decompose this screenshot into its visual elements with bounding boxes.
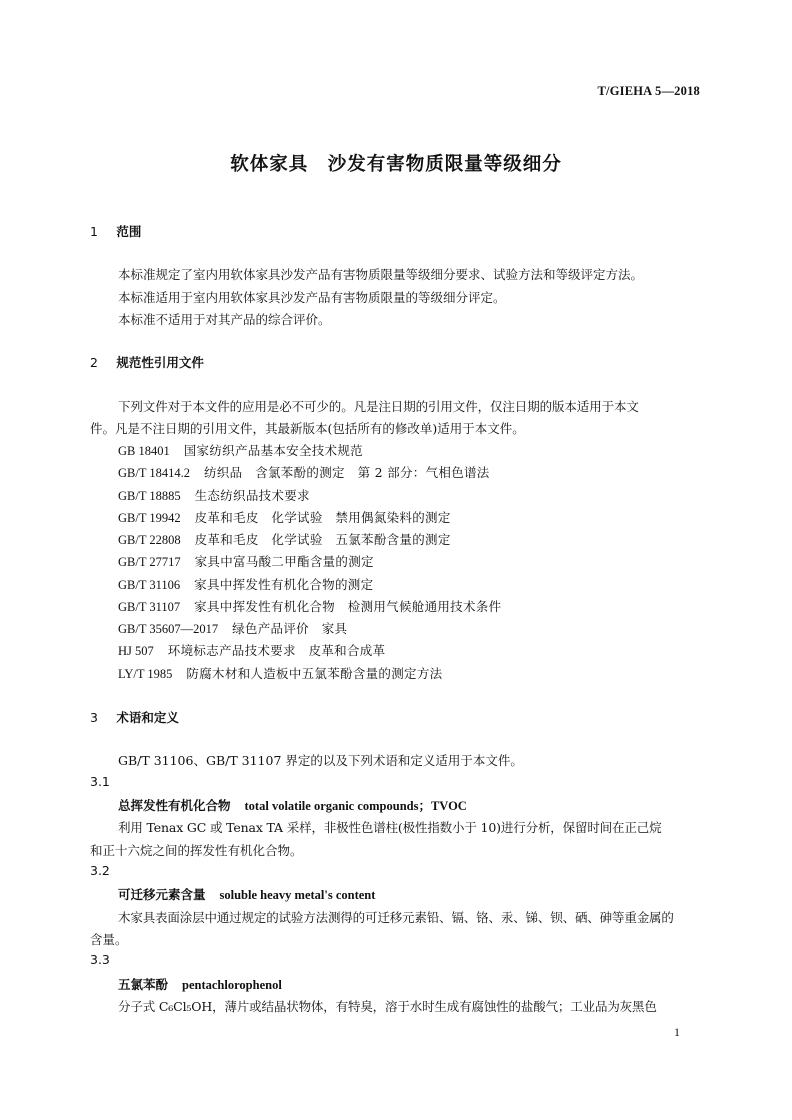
term-definition-line-2: 和正十六烷之间的挥发性有机化合物。: [90, 843, 303, 858]
term-en: pentachlorophenol: [182, 978, 282, 992]
s1-para-3: 本标准不适用于对其产品的综合评价。: [118, 312, 331, 327]
reference-title: 国家纺织产品基本安全技术规范: [183, 443, 363, 458]
s1-para-1: 本标准规定了室内用软体家具沙发产品有害物质限量等级细分要求、试验方法和等级评定方法。: [118, 267, 644, 282]
term-zh: 五氯苯酚: [118, 977, 169, 992]
reference-title: 环境标志产品技术要求 皮革和合成革: [167, 643, 386, 658]
reference-code: GB/T 31107: [118, 600, 181, 614]
page-number: 1: [674, 1025, 680, 1039]
term-number: 3.3: [90, 952, 110, 967]
reference-title: 家具中富马酸二甲酯含量的测定: [194, 554, 374, 569]
section-number: 3: [90, 710, 98, 725]
reference-item: [118, 463, 490, 481]
reference-title: 家具中挥发性有机化合物 检测用气候舱通用技术条件: [194, 599, 502, 614]
reference-title: 绿色产品评价 家具: [232, 621, 348, 636]
reference-title: 防腐木材和人造板中五氯苯酚含量的测定方法: [186, 666, 443, 681]
term-definition-line-2: 含量。: [90, 932, 128, 947]
reference-title: 纺织品 含氯苯酚的测定 第 2 部分：气相色谱法: [204, 465, 490, 480]
term-en: total volatile organic compounds；TVOC: [244, 799, 467, 813]
reference-code: GB/T 31106: [118, 578, 181, 592]
reference-title: 生态纺织品技术要求: [194, 488, 310, 503]
reference-item: [118, 575, 373, 593]
reference-title: 皮革和毛皮 化学试验 禁用偶氮染料的测定: [194, 510, 451, 525]
reference-title: 家具中挥发性有机化合物的测定: [194, 577, 374, 592]
reference-code: GB/T 27717: [118, 555, 181, 569]
reference-item: [118, 552, 374, 570]
term-heading: [118, 975, 282, 993]
reference-item: [118, 664, 442, 682]
term-number: 3.1: [90, 774, 110, 789]
reference-item: [118, 530, 451, 548]
term-heading: [118, 885, 375, 903]
term-heading: [118, 796, 467, 814]
reference-item: [118, 486, 310, 504]
reference-code: GB/T 18414.2: [118, 466, 190, 480]
section-3-heading: [90, 708, 179, 726]
page-title: 软体家具 沙发有害物质限量等级细分: [230, 154, 562, 175]
s1-para-2: 本标准适用于室内用软体家具沙发产品有害物质限量的等级细分评定。: [118, 290, 506, 305]
section-number: 1: [90, 224, 98, 239]
reference-code: LY/T 1985: [118, 667, 173, 681]
term-definition-line-1: 分子式 C₆Cl₅OH，薄片或结晶状物体，有特臭，溶于水时生成有腐蚀性的盐酸气；工业品为灰黑色: [118, 999, 657, 1014]
term-number: 3.2: [90, 863, 110, 878]
term-zh: 总挥发性有机化合物: [118, 798, 231, 813]
reference-code: HJ 507: [118, 644, 154, 658]
reference-item: [118, 597, 501, 615]
reference-code: GB/T 18885: [118, 489, 181, 503]
term-en: soluble heavy metal's content: [219, 888, 376, 902]
s3-intro: GB/T 31106、GB/T 31107 界定的以及下列术语和定义适用于本文件。: [118, 753, 523, 768]
term-definition-line-1: 利用 Tenax GC 或 Tenax TA 采样，非极性色谱柱(极性指数小于 10)进行分析，保留时间在正己烷: [118, 820, 662, 835]
s2-intro-line-1: 下列文件对于本文件的应用是必不可少的。凡是注日期的引用文件，仅注日期的版本适用于本文: [118, 399, 639, 414]
reference-code: GB/T 19942: [118, 511, 181, 525]
reference-title: 皮革和毛皮 化学试验 五氯苯酚含量的测定: [194, 532, 451, 547]
term-zh: 可迁移元素含量: [118, 887, 206, 902]
reference-code: GB/T 22808: [118, 533, 181, 547]
section-1-heading: [90, 222, 141, 240]
reference-item: [118, 441, 363, 459]
reference-code: GB/T 35607—2017: [118, 622, 219, 636]
s2-intro-line-2: 件。凡是不注日期的引用文件，其最新版本(包括所有的修改单)适用于本文件。: [90, 421, 525, 436]
reference-code: GB 18401: [118, 444, 170, 458]
reference-item: [118, 508, 451, 526]
section-title: 术语和定义: [116, 710, 179, 725]
section-2-heading: [90, 353, 204, 371]
doc-id-header: T/GIEHA 5—2018: [597, 84, 700, 98]
section-number: 2: [90, 355, 98, 370]
reference-item: [118, 641, 385, 659]
term-definition-line-1: 木家具表面涂层中通过规定的试验方法测得的可迁移元素铅、镉、铬、汞、锑、钡、硒、砷等重金属的: [118, 910, 674, 925]
reference-item: [118, 619, 347, 637]
section-title: 规范性引用文件: [116, 355, 204, 370]
section-title: 范围: [116, 224, 142, 239]
